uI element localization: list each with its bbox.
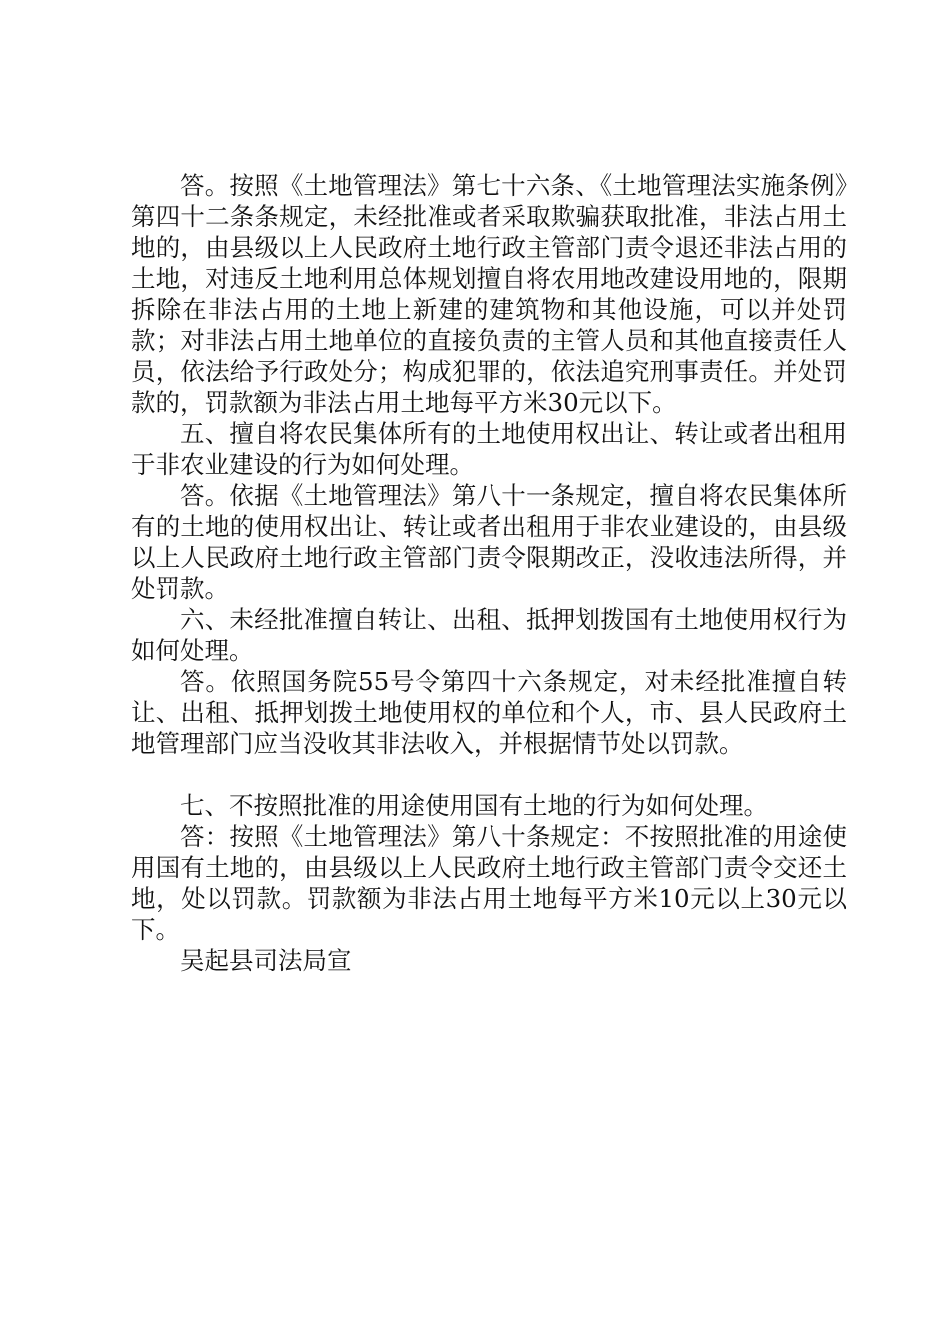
document-body (131, 170, 847, 976)
signature-line: 吴起县司法局宣 (180, 946, 352, 975)
answer-paragraph-5: 答。依据《土地管理法》第八十一条规定，擅自将农民集体所有的土地的使用权出让、转让或者出租用于非农业建设的，由县级以上人民政府土地行政主管部门责令限期改正，没收违法所得，并处罚款。 (131, 481, 847, 603)
answer-paragraph-7: 答：按照《土地管理法》第八十条规定：不按照批准的用途使用国有土地的，由县级以上人民政府土地行政主管部门责令交还土地，处以罚款。罚款额为非法占用土地每平方米10元以上30元以下。 (131, 822, 847, 944)
answer-paragraph-6: 答。依照国务院55号令第四十六条规定，对未经批准擅自转让、出租、抵押划拨土地使用权的单位和个人，市、县人民政府土地管理部门应当没收其非法收入，并根据情节处以罚款。 (131, 667, 847, 758)
answer-paragraph-4: 答。按照《土地管理法》第七十六条、《土地管理法实施条例》第四十二条条规定，未经批准或者采取欺骗获取批准，非法占用土地的，由县级以上人民政府土地行政主管部门责令退还非法占用的土地，对违反土地利用总体规划擅自将农用地改建设用地的，限期拆除在非法占用的土地上新建的建筑物和其他设施，可以并处罚款；对非法占用土地单位的直接负责的主管人员和其他直接责任人员，依法给予行政处分；构成犯罪的，依法追究刑事责任。并处罚款的，罚款额为非法占用土地每平方米30元以下。 (131, 171, 847, 417)
question-paragraph-6: 六、未经批准擅自转让、出租、抵押划拨国有土地使用权行为如何处理。 (131, 605, 847, 665)
question-paragraph-7: 七、不按照批准的用途使用国有土地的行为如何处理。 (180, 791, 768, 820)
question-paragraph-5: 五、擅自将农民集体所有的土地使用权出让、转让或者出租用于非农业建设的行为如何处理。 (131, 419, 847, 479)
